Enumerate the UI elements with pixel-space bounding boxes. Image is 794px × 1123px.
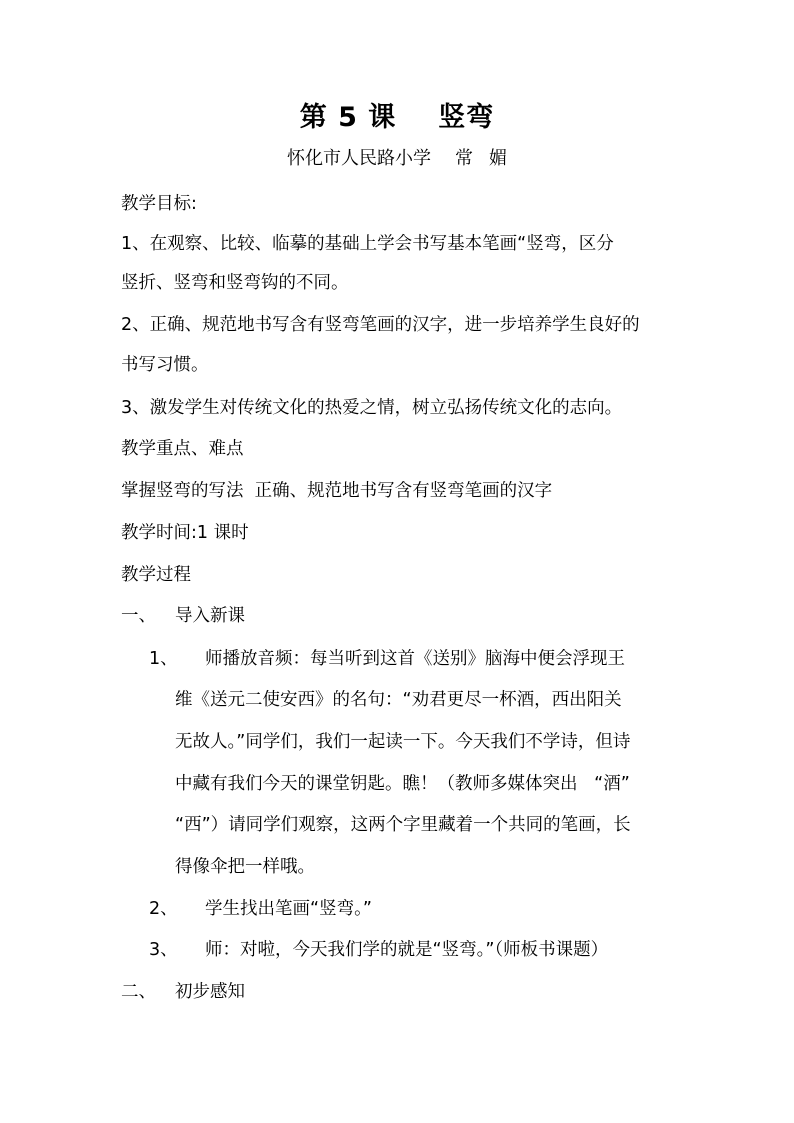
step-1-line-5: “西”）请同学们观察，这两个字里藏着一个共同的笔画，长 (175, 815, 631, 835)
keypoints-text: 掌握竖弯的写法 正确、规范地书写含有竖弯笔画的汉字 (121, 481, 553, 501)
lesson-number: 第 5 课 (299, 102, 397, 133)
objective-2-line-1: 2、正确、规范地书写含有竖弯笔画的汉字，进一步培养学生良好的 (121, 315, 640, 335)
school-name: 怀化市人民路小学 (287, 148, 431, 169)
objectives-heading: 教学目标: (121, 194, 197, 214)
objective-2-line-2: 书写习惯。 (121, 355, 209, 375)
step-1-line-2: 维《送元二使安西》的名句：“劝君更尽一杯酒，西出阳关 (175, 690, 622, 710)
process-heading: 教学过程 (121, 565, 191, 585)
author-name-second: 媚 (489, 148, 507, 169)
author-name-first: 常 (455, 148, 473, 169)
step-1-line-1: 师播放音频：每当听到这首《送别》脑海中便会浮现王 (205, 649, 625, 669)
section-2-number: 二、 (121, 982, 156, 1002)
step-3-number: 3、 (149, 940, 178, 960)
teaching-time: 教学时间:1 课时 (121, 523, 249, 543)
lesson-title (0, 98, 794, 138)
step-1-line-6: 得像伞把一样哦。 (175, 857, 315, 877)
objective-1-line-1: 1、在观察、比较、临摹的基础上学会书写基本笔画“竖弯，区分 (121, 234, 614, 254)
step-2-number: 2、 (149, 899, 178, 919)
step-1-line-3: 无故人。”同学们，我们一起读一下。今天我们不学诗，但诗 (175, 732, 631, 752)
section-2-title: 初步感知 (175, 982, 245, 1002)
section-1-title: 导入新课 (175, 606, 245, 626)
section-1-number: 一、 (121, 606, 156, 626)
objective-3-line-1: 3、激发学生对传统文化的热爱之情，树立弘扬传统文化的志向。 (121, 398, 623, 418)
lesson-topic: 竖弯 (438, 102, 495, 133)
objective-1-line-2: 竖折、竖弯和竖弯钩的不同。 (121, 273, 349, 293)
step-1-number: 1、 (149, 649, 178, 669)
step-1-line-4: 中藏有我们今天的课堂钥匙。瞧！（教师多媒体突出 “酒” (175, 774, 630, 794)
step-2-text: 学生找出笔画“竖弯。” (205, 899, 372, 919)
keypoints-heading: 教学重点、难点 (121, 439, 244, 459)
author-line (0, 146, 794, 172)
step-3-text: 师：对啦，今天我们学的就是“竖弯。”（师板书课题） (205, 940, 609, 960)
